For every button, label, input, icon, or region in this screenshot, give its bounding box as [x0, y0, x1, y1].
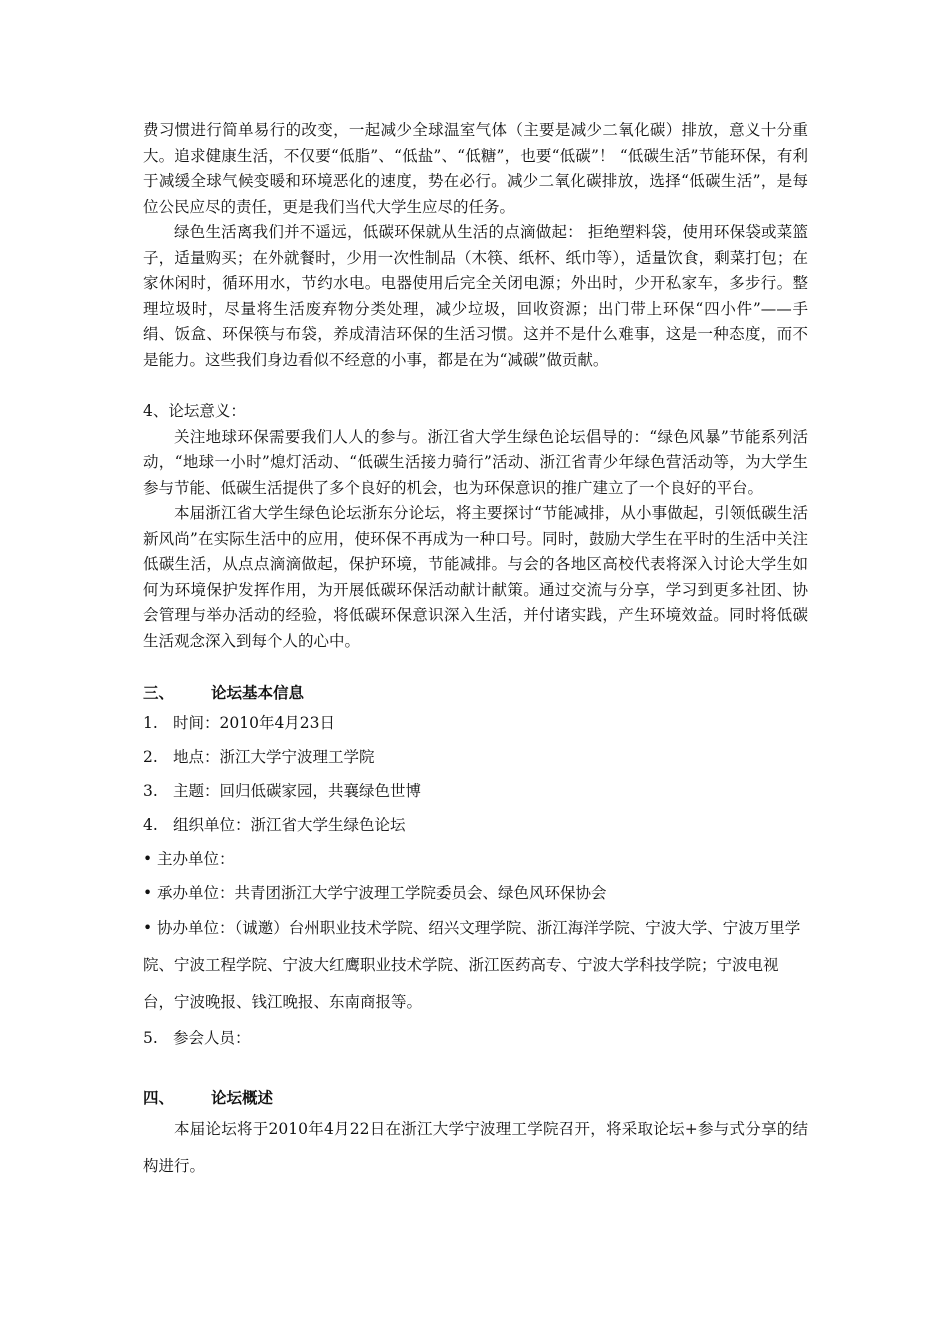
bullet-co-organizer: • 协办单位：（诚邀）台州职业技术学院、绍兴文理学院、浙江海洋学院、宁波大学、宁波万里学院、宁波工程学院、宁波大红鹰职业技术学院、浙江医药高专、宁波大学科技学院；宁波电视台，宁波晚报、钱江晚报、东南商报等。: [143, 910, 808, 1021]
intro-paragraph-2: 绿色生活离我们并不遥远，低碳环保就从生活的点滴做起： 拒绝塑料袋，使用环保袋或菜篮子，适量购买；在外就餐时，少用一次性制品（木筷、纸杯、纸巾等），适量饮食，剩菜打包；在家休闲时，循环用水，节约水电。电器使用后完全关闭电源；外出时，少开私家车，多步行。整理垃圾时，尽量将生活废弃物分类处理，减少垃圾，回收资源；出门带上环保“四小件”——手绢、饭盒、环保筷与布袋，养成清洁环保的生活习惯。这并不是什么难事，这是一种态度，而不是能力。这些我们身边看似不经意的小事，都是在为“减碳”做贡献。: [143, 223, 808, 369]
info-item-organizer: 4. 组织单位：浙江省大学生绿色论坛: [143, 816, 406, 834]
intro-paragraph-1: 费习惯进行简单易行的改变，一起减少全球温室气体（主要是减少二氧化碳）排放，意义十分重大。追求健康生活，不仅要“低脂”、“低盐”、“低糖”，也要“低碳”！ “低碳生活”节能环保，有利于减缓全球气候变暖和环境恶化的速度，势在必行。减少二氧化碳排放，选择“低碳生活”，是每位公民应尽的责任，更是我们当代大学生应尽的任务。: [143, 121, 808, 216]
significance-paragraph-1: 关注地球环保需要我们人人的参与。浙江省大学生绿色论坛倡导的：“绿色风暴”节能系列活动，“地球一小时”熄灯活动、“低碳生活接力骑行”活动、浙江省青少年绿色营活动等，为大学生参与节能、低碳生活提供了多个良好的机会，也为环保意识的推广建立了一个良好的平台。: [143, 427, 808, 497]
section3-title: 论坛基本信息: [211, 683, 305, 702]
info-item-theme: 3. 主题：回归低碳家园，共襄绿色世博: [143, 782, 422, 800]
bullet-icon: •: [143, 850, 153, 868]
info-item-participants: 5. 参会人员：: [143, 1029, 251, 1047]
significance-title: 4、论坛意义：: [143, 402, 246, 420]
bullet-icon: •: [143, 919, 153, 937]
section4-title: 论坛概述: [211, 1088, 274, 1107]
info-item-location: 2. 地点：浙江大学宁波理工学院: [143, 748, 375, 766]
bullet-undertaker: • 承办单位：共青团浙江大学宁波理工学院委员会、绿色风环保协会: [143, 876, 808, 910]
section3-number: 三、: [143, 683, 175, 702]
document-page: [143, 118, 808, 1185]
bullet-host: • 主办单位：: [143, 842, 808, 876]
info-item-time: 1. 时间：2010年4月23日: [143, 714, 336, 732]
section4-number: 四、: [143, 1088, 175, 1107]
significance-paragraph-2: 本届浙江省大学生绿色论坛浙东分论坛，将主要探讨“节能减排，从小事做起，引领低碳生活新风尚”在实际生活中的应用，使环保不再成为一种口号。同时，鼓励大学生在平时的生活中关注低碳生活，从点点滴滴做起，保护环境，节能减排。与会的各地区高校代表将深入讨论大学生如何为环境保护发挥作用，为开展低碳环保活动献计献策。通过交流与分享，学习到更多社团、协会管理与举办活动的经验，将低碳环保意识深入生活，并付诸实践，产生环境效益。同时将低碳生活观念深入到每个人的心中。: [143, 504, 808, 650]
section3-heading: [143, 680, 808, 706]
bullet-icon: •: [143, 884, 153, 902]
section4-paragraph: 本届论坛将于2010年4月22日在浙江大学宁波理工学院召开，将采取论坛+参与式分享的结构进行。: [143, 1120, 808, 1175]
section4-heading: [143, 1085, 808, 1111]
